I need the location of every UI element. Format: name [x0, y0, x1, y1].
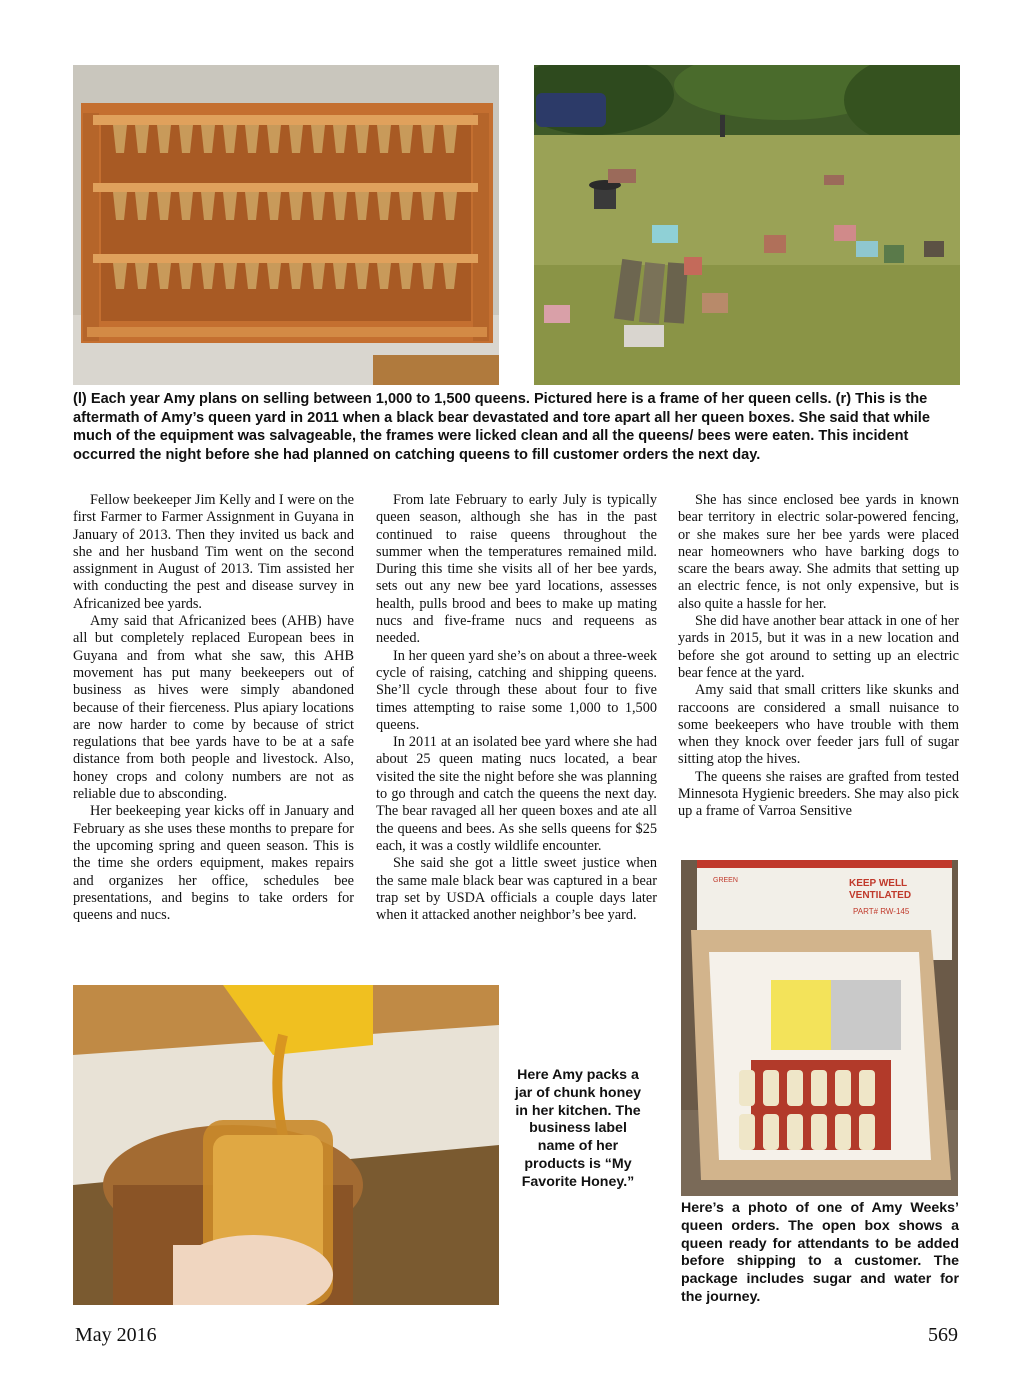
paragraph: Amy said that small critters like skunks and raccoons are considered a small nuisance to some beekeepers who have trouble with them when they knock over feeder jars full of sugar sitting atop the hives.	[678, 682, 959, 768]
paragraph: Amy said that Africanized bees (AHB) have all but completely replaced European bees in Guyana and from what she saw, this AHB movement has put many beekeepers out of business as hives were simply abandoned because of their fierceness. Plus apiary locations are now harder to come by because of strict regulations that bee yards have to be at a safe distance from both people and livestock. Also, honey crops and colony numbers are not as reliable due to absconding.	[73, 613, 354, 803]
queen-order-caption: Here’s a photo of one of Amy Weeks’ queen orders. The open box shows a queen ready for attendants to be added before shipping to a customer. The package includes sugar and water for the journey.	[681, 1200, 959, 1305]
paragraph: Her beekeeping year kicks off in January and February as she uses these months to prepare for the upcoming spring and queen season. This is the time she orders equipment, makes repairs and organizes her office, schedules bee presentations, and begins to take orders for queens and nucs.	[73, 803, 354, 924]
article-column-1	[73, 492, 354, 924]
paragraph: The queens she raises are grafted from tested Minnesota Hygienic breeders. She may also pick up a frame of Varroa Sensitive	[678, 768, 959, 820]
queen-cells-photo	[73, 65, 499, 385]
paragraph: She said she got a little sweet justice when the same male black bear was captured in a bear trap set by USDA officials a couple days later when it attacked another neighbor’s bee yard.	[376, 855, 657, 924]
queen-order-box-photo	[681, 860, 958, 1196]
page-number: 569	[928, 1324, 958, 1346]
box-label-line-3: PART# RW-145	[853, 907, 910, 916]
article-column-2	[376, 492, 657, 924]
box-label-line-1: KEEP WELL	[849, 878, 908, 889]
bear-damaged-yard-photo	[534, 65, 960, 385]
paragraph: From late February to early July is typically queen season, although she has in the past continued to raise queens throughout the summer when the temperatures remained mild. During this time she visits all of her bee yards, sets out any new bee yard locations, assesses health, pulls brood and bees to make up mating nucs and five-frame nucs and requeens as needed.	[376, 492, 657, 647]
paragraph: She has since enclosed bee yards in known bear territory in electric solar-powered fencing, or she makes sure her bee yards were placed near homeowners who have barking dogs to scare the bears away. She admits that setting up an electric fence, is not only expensive, but is also quite a hassle for her.	[678, 492, 959, 612]
paragraph: In 2011 at an isolated bee yard where she had about 25 queen mating nucs located, a bear visited the site the night before she was planning to go through and catch the queens the next day. The bear ravaged all her queen boxes and ate all the queens and bees. As she sells queens for $25 each, it was a costly wildlife encounter.	[376, 734, 657, 854]
paragraph: In her queen yard she’s on about a three-week cycle of raising, catching and shipping queens. She’ll cycle through these about four to five times attempting to raise some 1,000 to 1,500 queens.	[376, 647, 657, 733]
box-label-line-2: VENTILATED	[849, 890, 912, 901]
honey-jar-photo	[73, 985, 499, 1305]
honey-photo-caption: Here Amy packs a jar of chunk honey in her kitchen. The business label name of her products is “My Favorite Honey.”	[514, 1067, 642, 1190]
article-column-3	[678, 492, 959, 821]
top-photos-caption: (l) Each year Amy plans on selling between 1,000 to 1,500 queens. Pictured here is a frame of her queen cells. (r) This is the aftermath of Amy’s queen yard in 2011 when a black bear devastated and tore apart all her queen boxes. She said that while much of the equipment was salvageable, the frames were licked clean and all the queens/ bees were eaten. This incident occurred the night before she had planned on catching queens to fill customer orders the next day.	[73, 391, 930, 463]
paragraph: Fellow beekeeper Jim Kelly and I were on the first Farmer to Farmer Assignment in Guyana in January of 2013. Then they invited us back and she and her husband Tim went on the second assignment in August of 2013. Tim assisted her with conducting the pest and disease survey in Africanized bee yards.	[73, 492, 354, 612]
box-small-label: GREEN	[713, 877, 738, 884]
paragraph: She did have another bear attack in one of her yards in 2015, but it was in a new location and before she got around to setting up an electric bear fence at the yard.	[678, 613, 959, 681]
footer-date: May 2016	[75, 1324, 157, 1346]
